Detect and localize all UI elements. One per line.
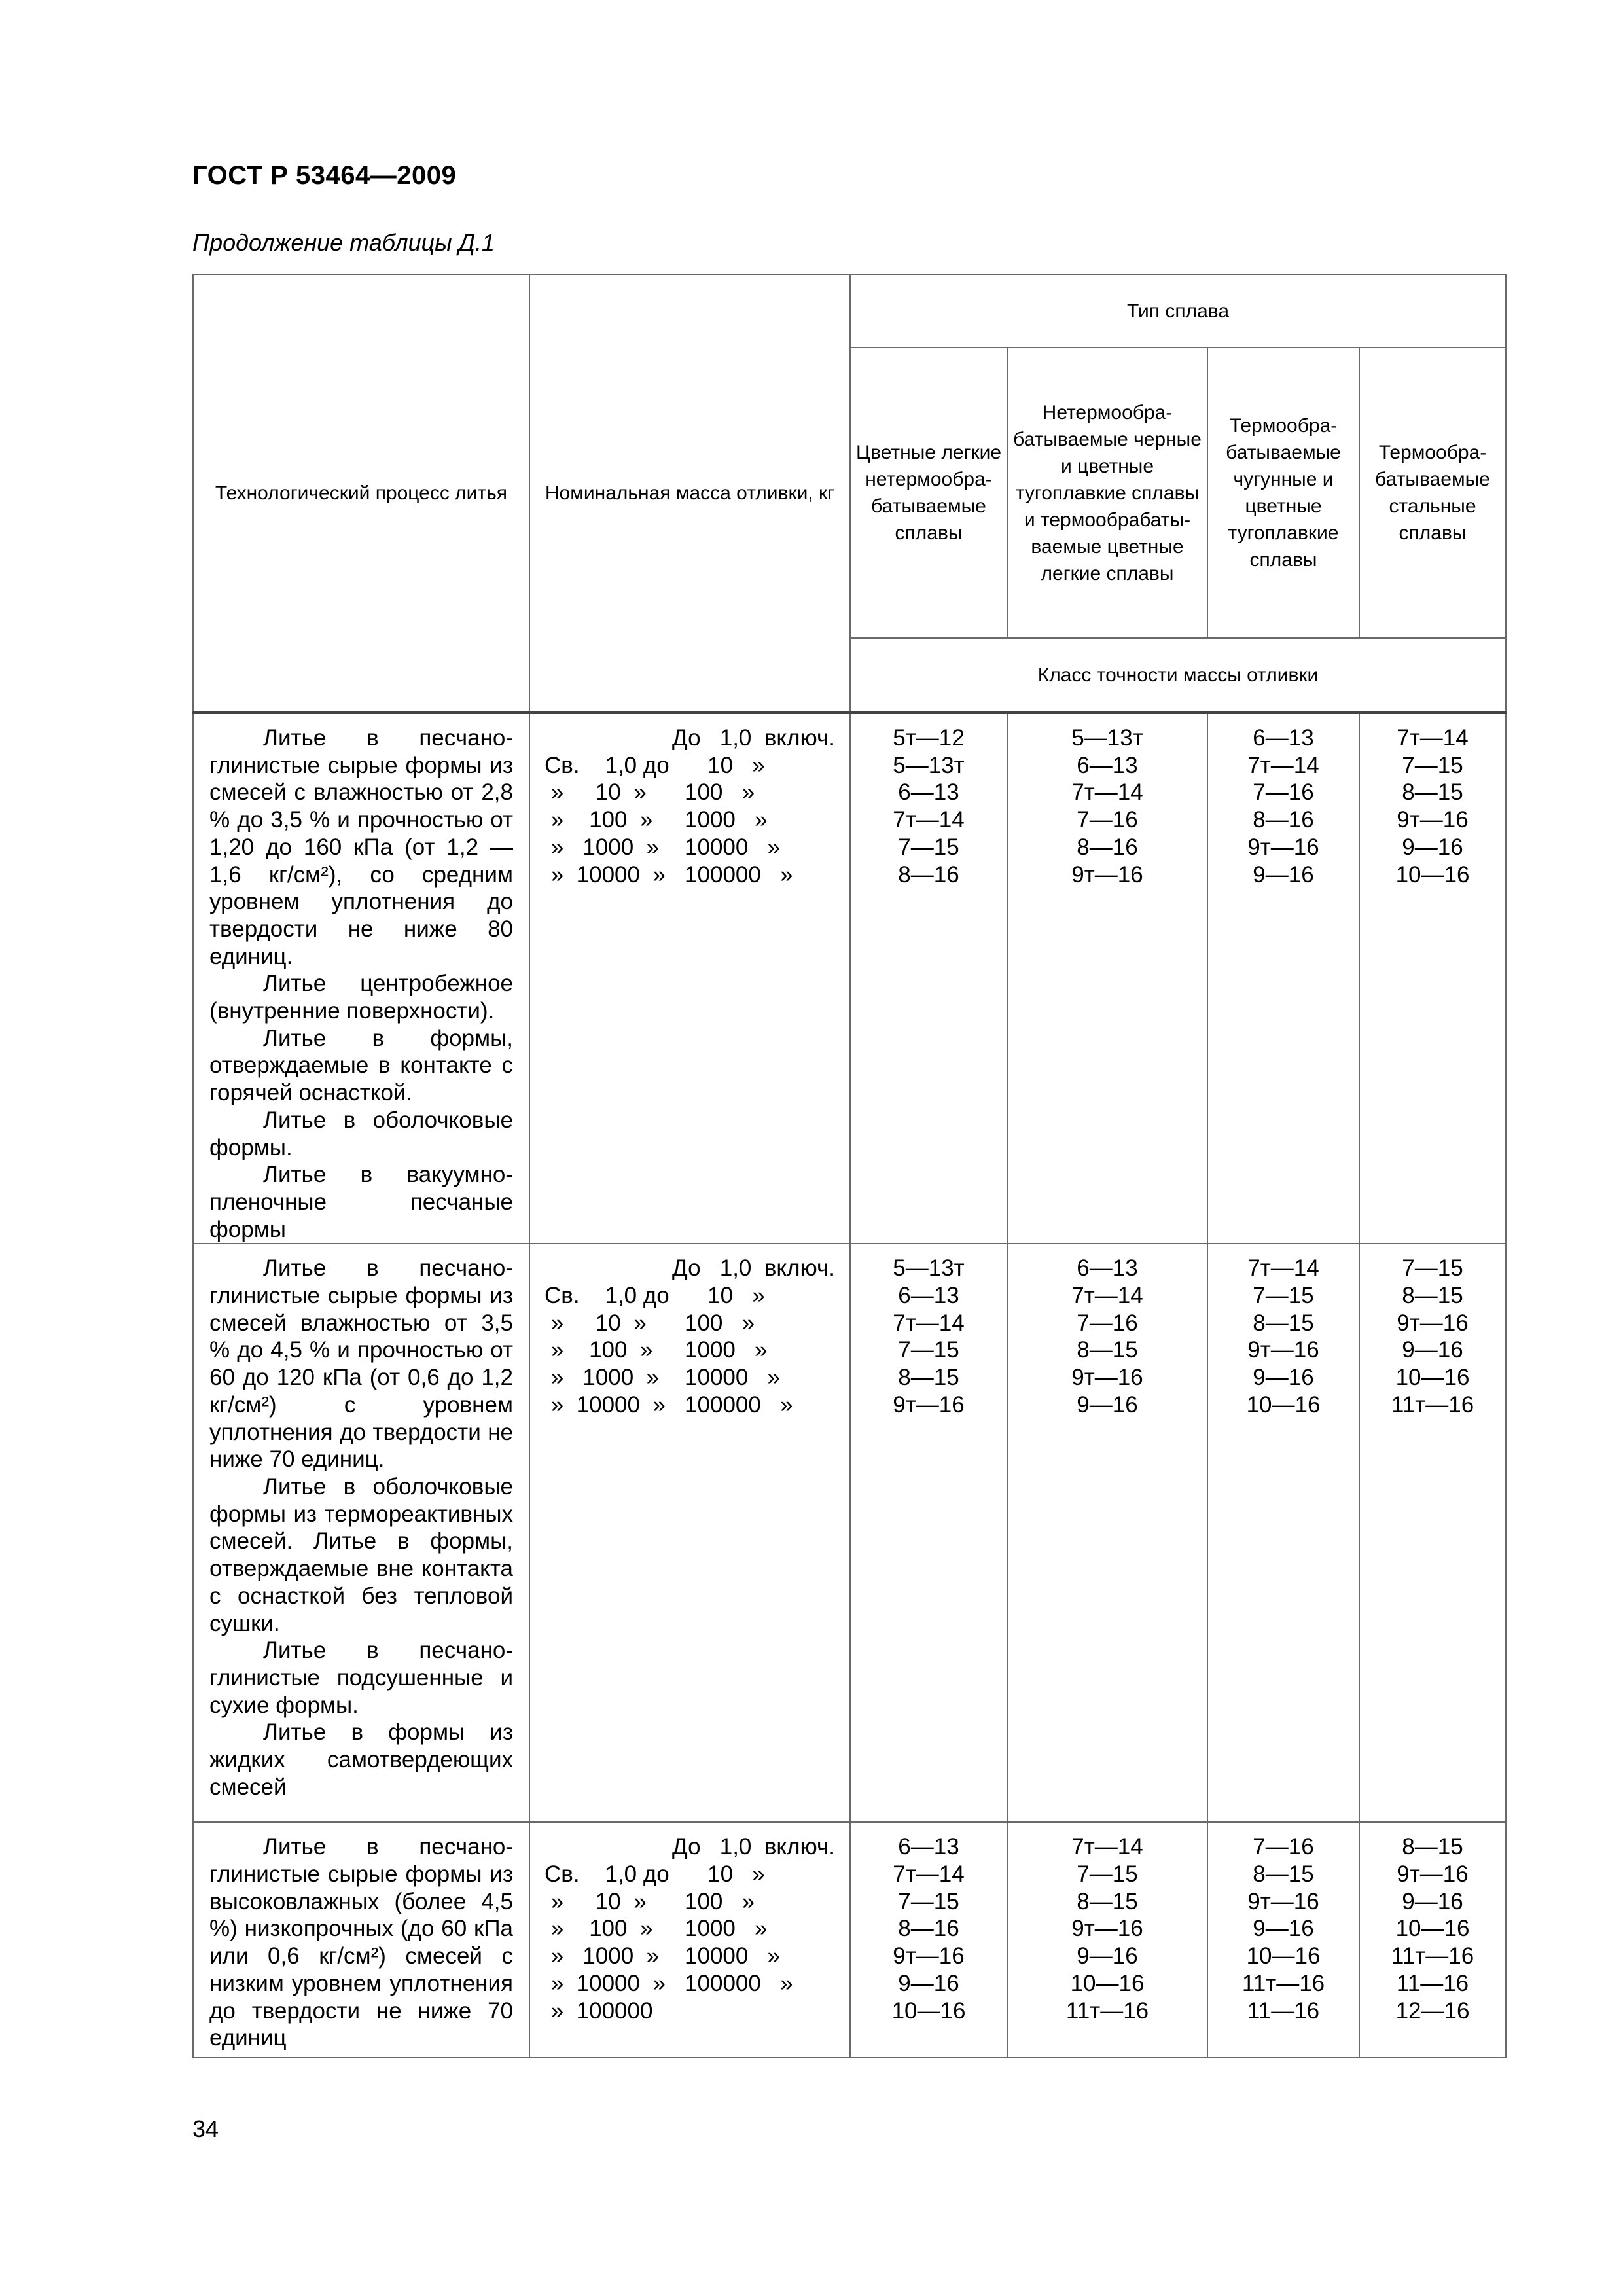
accuracy-value: 7т—14 — [1397, 725, 1469, 751]
accuracy-value: 6—13 — [1077, 1255, 1138, 1282]
accuracy-value: 9т—16 — [1071, 861, 1143, 888]
mass-cell — [529, 713, 850, 1244]
accuracy-value: 9—16 — [1402, 834, 1463, 860]
accuracy-value: 7—15 — [898, 1337, 959, 1363]
accuracy-cell-col1 — [850, 713, 1007, 1244]
header-alloy-2: Нетермообра-батываемые черные и цветные тугоплавкие сплавы и термообрабаты-ваемые цветные легкие сплавы — [1007, 348, 1207, 638]
accuracy-value: 10—16 — [1395, 1365, 1470, 1391]
accuracy-value: 7—16 — [1253, 1834, 1314, 1860]
accuracy-cell-col1 — [850, 1244, 1007, 1822]
process-cell — [193, 1244, 529, 1822]
process-cell — [193, 1822, 529, 2058]
accuracy-value: 7—15 — [898, 1888, 959, 1914]
accuracy-value: 8—15 — [1077, 1337, 1138, 1363]
accuracy-value: 7т—14 — [1247, 752, 1319, 778]
accuracy-value: 5т—12 — [893, 725, 965, 751]
accuracy-value: 9т—16 — [1247, 1337, 1319, 1363]
document-title: ГОСТ Р 53464—2009 — [192, 161, 457, 190]
mass-line: » 10000 » 100000 » — [544, 861, 793, 888]
accuracy-value: 5—13т — [1071, 725, 1143, 751]
accuracy-cell-col4 — [1359, 713, 1506, 1244]
accuracy-value: 9т—16 — [1397, 807, 1469, 833]
accuracy-value: 7т—14 — [893, 1310, 965, 1336]
accuracy-value: 9т—16 — [1071, 1365, 1143, 1391]
accuracy-value: 8—15 — [898, 1365, 959, 1391]
accuracy-value: 7—15 — [898, 834, 959, 860]
mass-line: » 100000 — [544, 1998, 653, 2024]
accuracy-value: 7т—14 — [893, 807, 965, 833]
mass-line: » 1000 » 10000 » — [544, 1365, 780, 1391]
accuracy-value: 8—15 — [1402, 1283, 1463, 1309]
accuracy-value: 6—13 — [898, 1283, 959, 1309]
mass-line: » 100 » 1000 » — [544, 807, 768, 833]
accuracy-value: 11—16 — [1396, 1970, 1469, 1996]
accuracy-value: 9—16 — [1253, 861, 1314, 888]
accuracy-value: 10—16 — [1070, 1970, 1145, 1996]
header-process: Технологический процесс литья — [193, 274, 529, 713]
mass-cell — [529, 1244, 850, 1822]
accuracy-value: 8—16 — [1253, 807, 1314, 833]
accuracy-value: 9т—16 — [1071, 1916, 1143, 1942]
mass-line: До 1,0 включ. — [672, 725, 835, 751]
table-row — [193, 1244, 1506, 1822]
mass-line: » 10 » 100 » — [544, 780, 755, 806]
accuracy-value: 6—13 — [1077, 752, 1138, 778]
accuracy-value: 9т—16 — [893, 1943, 965, 1969]
process-paragraph: Литье в формы из жидких самотвердеющих смесей — [209, 1719, 513, 1800]
accuracy-value: 9—16 — [1077, 1943, 1138, 1969]
process-paragraph: Литье в песчано-глинистые сырые формы из смесей влажностью от 3,5 % до 4,5 % и прочностью от 60 до 120 кПа (от 0,6 до 1,2 кг/см²) с уровнем уплотнения до твердости не ниже 70 единиц. — [209, 1255, 513, 1473]
accuracy-value: 11т—16 — [1241, 1970, 1325, 1996]
accuracy-value: 11—16 — [1247, 1998, 1320, 2024]
accuracy-value: 11т—16 — [1391, 1391, 1474, 1418]
header-mass: Номинальная масса отливки, кг — [529, 274, 850, 713]
mass-line: До 1,0 включ. — [672, 1834, 835, 1860]
accuracy-value: 11т—16 — [1065, 1998, 1149, 2024]
process-paragraph: Литье в оболочковые формы из термореактивных смесей. Литье в формы, отверждаемые вне контакта с оснасткой без тепловой сушки. — [209, 1473, 513, 1636]
mass-line: » 100 » 1000 » — [544, 1337, 768, 1363]
accuracy-value: 9—16 — [898, 1970, 959, 1996]
accuracy-value: 7—15 — [1077, 1861, 1138, 1888]
accuracy-value: 7т—14 — [1071, 1283, 1143, 1309]
accuracy-value: 7—16 — [1077, 1310, 1138, 1336]
mass-line: Св. 1,0 до 10 » — [544, 1283, 765, 1309]
accuracy-value: 6—13 — [898, 780, 959, 806]
mass-line: » 10000 » 100000 » — [544, 1391, 793, 1418]
accuracy-value: 10—16 — [1395, 1916, 1470, 1942]
mass-line: Св. 1,0 до 10 » — [544, 1861, 765, 1888]
accuracy-value: 8—15 — [1077, 1888, 1138, 1914]
process-paragraph: Литье в песчано-глинистые сырые формы из смесей с влажностью от 2,8 % до 3,5 % и прочностью от 1,20 до 160 кПа (от 1,2 — 1,6 кг/см²), со средним уровнем уплотнения до твердости не ниже 80 единиц. — [209, 725, 513, 969]
accuracy-value: 8—15 — [1253, 1310, 1314, 1336]
mass-line: Св. 1,0 до 10 » — [544, 752, 765, 778]
table-row — [193, 1822, 1506, 2058]
header-alloy-4: Термообра-батываемые стальные сплавы — [1359, 348, 1506, 638]
process-paragraph: Литье в песчано-глинистые сырые формы из высоковлажных (более 4,5 %) низкопрочных (до 60 кПа или 0,6 кг/см²) смесей с низким уровнем уплотнения до твердости не ниже 70 единиц — [209, 1834, 513, 2051]
accuracy-value: 9—16 — [1402, 1888, 1463, 1914]
table-row — [193, 713, 1506, 1244]
accuracy-value: 7—15 — [1253, 1283, 1314, 1309]
accuracy-value: 9—16 — [1077, 1391, 1138, 1418]
accuracy-cell-col2 — [1007, 1244, 1207, 1822]
accuracy-value: 10—16 — [1246, 1943, 1321, 1969]
accuracy-value: 10—16 — [1246, 1391, 1321, 1418]
mass-line: » 10 » 100 » — [544, 1310, 755, 1336]
accuracy-value: 8—16 — [1077, 834, 1138, 860]
mass-cell — [529, 1822, 850, 2058]
accuracy-value: 8—15 — [1253, 1861, 1314, 1888]
accuracy-table — [192, 274, 1507, 2058]
page-number: 34 — [192, 2115, 219, 2142]
accuracy-value: 7—16 — [1077, 807, 1138, 833]
accuracy-value: 9т—16 — [1247, 834, 1319, 860]
accuracy-value: 6—13 — [898, 1834, 959, 1860]
accuracy-value: 5—13т — [893, 1255, 965, 1282]
mass-line: » 100 » 1000 » — [544, 1916, 768, 1942]
accuracy-value: 7—15 — [1402, 1255, 1463, 1282]
accuracy-value: 8—15 — [1402, 780, 1463, 806]
mass-line: » 1000 » 10000 » — [544, 834, 780, 860]
accuracy-cell-col1 — [850, 1822, 1007, 2058]
accuracy-value: 5—13т — [893, 752, 965, 778]
header-alloy-3: Термообра-батываемые чугунные и цветные тугоплавкие сплавы — [1207, 348, 1359, 638]
accuracy-cell-col2 — [1007, 1822, 1207, 2058]
accuracy-value: 9—16 — [1253, 1916, 1314, 1942]
accuracy-value: 7т—14 — [1071, 1834, 1143, 1860]
accuracy-value: 9т—16 — [1397, 1861, 1469, 1888]
accuracy-value: 8—16 — [898, 861, 959, 888]
header-alloy-type: Тип сплава — [850, 274, 1506, 348]
process-paragraph: Литье в песчано-глинистые подсушенные и сухие формы. — [209, 1638, 513, 1718]
process-cell — [193, 713, 529, 1244]
accuracy-value: 9т—16 — [1397, 1310, 1469, 1336]
accuracy-value: 7т—14 — [893, 1861, 965, 1888]
accuracy-value: 7т—14 — [1071, 780, 1143, 806]
accuracy-value: 9т—16 — [893, 1391, 965, 1418]
mass-line: » 1000 » 10000 » — [544, 1943, 780, 1969]
accuracy-value: 10—16 — [891, 1998, 966, 2024]
accuracy-value: 8—15 — [1402, 1834, 1463, 1860]
accuracy-value: 9—16 — [1402, 1337, 1463, 1363]
accuracy-value: 8—16 — [898, 1916, 959, 1942]
process-paragraph: Литье в формы, отверждаемые в контакте с горячей оснасткой. — [209, 1025, 513, 1106]
process-paragraph: Литье центробежное (внутренние поверхности). — [209, 971, 513, 1024]
accuracy-value: 11т—16 — [1391, 1943, 1474, 1969]
mass-line: » 10 » 100 » — [544, 1888, 755, 1914]
accuracy-cell-col4 — [1359, 1822, 1506, 2058]
header-accuracy-class: Класс точности массы отливки — [850, 638, 1506, 713]
process-paragraph: Литье в вакуумно-пленочные песчаные формы — [209, 1162, 513, 1242]
accuracy-cell-col2 — [1007, 713, 1207, 1244]
accuracy-cell-col4 — [1359, 1244, 1506, 1822]
header-alloy-1: Цветные легкие нетермообра-батываемые сплавы — [850, 348, 1007, 638]
mass-line: » 10000 » 100000 » — [544, 1970, 793, 1996]
accuracy-cell-col3 — [1207, 1244, 1359, 1822]
accuracy-value: 9—16 — [1253, 1365, 1314, 1391]
accuracy-cell-col3 — [1207, 713, 1359, 1244]
mass-line: До 1,0 включ. — [672, 1255, 835, 1282]
accuracy-value: 10—16 — [1395, 861, 1470, 888]
accuracy-value: 12—16 — [1395, 1998, 1470, 2024]
accuracy-value: 6—13 — [1253, 725, 1314, 751]
accuracy-value: 7т—14 — [1247, 1255, 1319, 1282]
table-caption: Продолжение таблицы Д.1 — [192, 229, 495, 256]
accuracy-cell-col3 — [1207, 1822, 1359, 2058]
process-paragraph: Литье в оболочковые формы. — [209, 1107, 513, 1160]
accuracy-value: 7—16 — [1253, 780, 1314, 806]
accuracy-value: 9т—16 — [1247, 1888, 1319, 1914]
accuracy-value: 7—15 — [1402, 752, 1463, 778]
